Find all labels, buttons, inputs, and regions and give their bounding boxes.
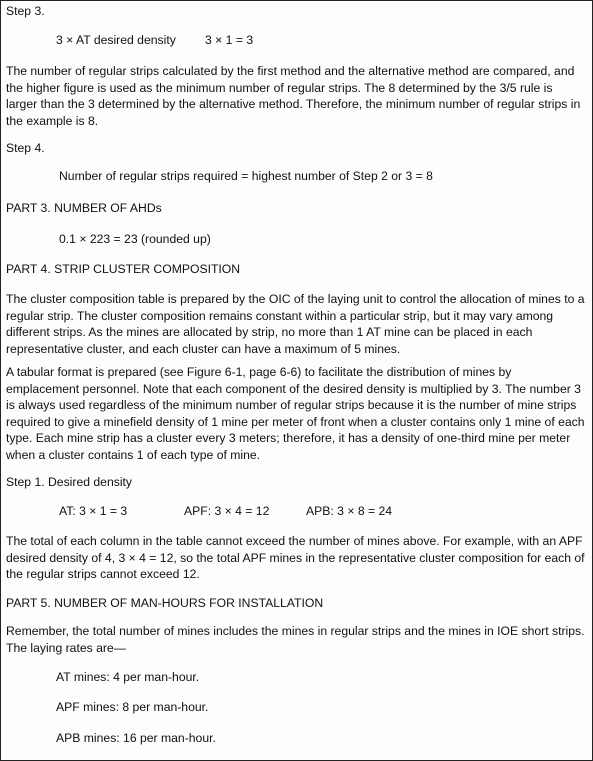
part4-paragraph-1: The cluster composition table is prepared by the OIC of the laying unit to control the allocation of mines to a regular strip. The cluster composition remains constant within a particular strip, but it may vary among different strips. As the mines are allocated by strip, no more than 1 AT mine can be placed in each representative cluster, and each cluster can have a maximum of 5 mines.: [6, 292, 585, 356]
step3-formula-value: 3 × 1 = 3: [205, 33, 254, 47]
part5-paragraph: Remember, the total number of mines includes the mines in regular strips and the mines in IOE short strips. The laying rates are—: [6, 624, 585, 655]
part3-formula: 0.1 × 223 = 23 (rounded up): [59, 232, 211, 246]
density-apf: APF: 3 × 4 = 12: [184, 504, 270, 518]
density-at: AT: 3 × 1 = 3: [59, 504, 128, 518]
part5-heading: PART 5. NUMBER OF MAN-HOURS FOR INSTALLATION: [6, 596, 324, 610]
rate-at: AT mines: 4 per man-hour.: [56, 670, 200, 684]
part4-step1-heading: Step 1. Desired density: [6, 475, 133, 489]
density-apb: APB: 3 × 8 = 24: [306, 504, 393, 518]
part4-paragraph-2: A tabular format is prepared (see Figure 6-1, page 6-6) to facilitate the distribution of mines by emplacement personnel. Note that each component of the desired density is multiplied by 3. The number 3 is always used regardless of the minimum number of regular strips because it is the number of mine strips required to give a minefield density of 1 mine per meter of front when a cluster contains only 1 mine of each type. Each mine strip has a cluster every 3 meters; therefore, it has a density of one-third mine per meter when a cluster contains 1 of each type of mine.: [6, 365, 585, 462]
part3-heading: PART 3. NUMBER OF AHDs: [6, 201, 162, 215]
part4-paragraph-3: The total of each column in the table cannot exceed the number of mines above. For example, with an APF desired density of 4, 3 × 4 = 12, so the total APF mines in the representative cluster composition for each of the regular strips cannot exceed 12.: [6, 534, 585, 581]
rate-apb: APB mines: 16 per man-hour.: [56, 731, 216, 745]
step4-formula: Number of regular strips required = highest number of Step 2 or 3 = 8: [59, 169, 433, 183]
step3-formula-label: 3 × AT desired density: [56, 33, 176, 47]
step4-heading: Step 4.: [6, 141, 45, 155]
part4-heading: PART 4. STRIP CLUSTER COMPOSITION: [6, 262, 241, 276]
step3-heading: Step 3.: [6, 4, 45, 18]
step3-paragraph: The number of regular strips calculated by the first method and the alternative method are compared, and the higher figure is used as the minimum number of regular strips. The 8 determined by the 3/5 rule is larger than the 3 determined by the alternative method. Therefore, the minimum number of regular strips in the example is 8.: [6, 64, 581, 128]
rate-apf: APF mines: 8 per man-hour.: [56, 700, 209, 714]
